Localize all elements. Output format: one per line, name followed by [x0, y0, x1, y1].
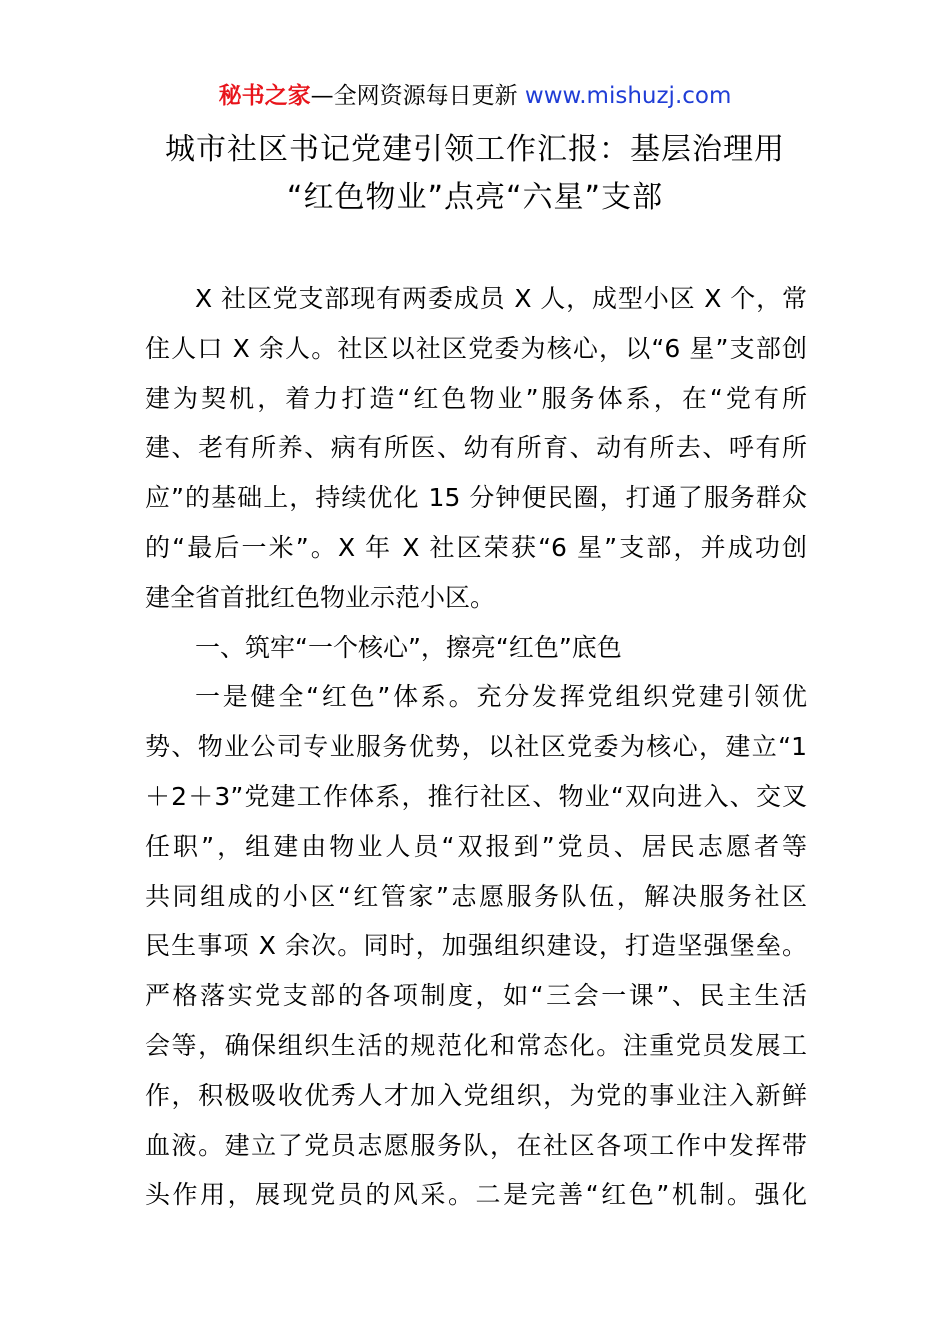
paragraph-3-line: 严格落实党支部的各项制度，如“三会一课”、民主生活 [145, 981, 807, 1011]
site-brand: 秘书之家 [218, 83, 311, 109]
paragraph-3-line: 任职”，组建由物业人员“双报到”党员、居民志愿者等 [145, 831, 807, 861]
paragraph-1-line: 住人口 X 余人。社区以社区党委为核心，以“6 星”支部创 [145, 333, 807, 363]
paragraph-1-line: 建全省首批红色物业示范小区。 [145, 582, 496, 612]
paragraph-3-line: 血液。建立了党员志愿服务队，在社区各项工作中发挥带 [145, 1130, 807, 1160]
paragraph-1-line: 建、老有所养、病有所医、幼有所育、动有所去、呼有所 [145, 433, 807, 463]
paragraph-3-line: 作，积极吸收优秀人才加入党组织，为党的事业注入新鲜 [145, 1080, 807, 1110]
paragraph-1-line: 建为契机，着力打造“红色物业”服务体系，在“党有所 [145, 383, 807, 413]
paragraph-3-line: 共同组成的小区“红管家”志愿服务队伍，解决服务社区 [145, 881, 807, 911]
title-line-1: 城市社区书记党建引领工作汇报：基层治理用 [165, 132, 785, 167]
site-header [0, 80, 950, 112]
paragraph-3-line: 民生事项 X 余次。同时，加强组织建设，打造坚强堡垒。 [145, 931, 807, 961]
paragraph-1-line: 应”的基础上，持续优化 15 分钟便民圈，打通了服务群众 [145, 483, 807, 513]
paragraph-3-line: 势、物业公司专业服务优势，以社区党委为核心，建立“1 [145, 732, 807, 762]
site-tagline: —全网资源每日更新 [310, 83, 525, 109]
paragraph-3-line: 一是健全“红色”体系。充分发挥党组织党建引领优 [195, 682, 807, 712]
paragraph-3-line: 会等，确保组织生活的规范化和常态化。注重党员发展工 [145, 1030, 807, 1060]
document-title [100, 126, 850, 222]
paragraph-3-line: ＋2＋3”党建工作体系，推行社区、物业“双向进入、交叉 [145, 781, 807, 811]
title-line-2: “红色物业”点亮“六星”支部 [286, 180, 664, 215]
paragraph-3-line: 头作用，展现党员的风采。二是完善“红色”机制。强化 [145, 1180, 807, 1210]
site-url[interactable]: www.mishuzj.com [524, 83, 732, 109]
paragraph-1-line: X 社区党支部现有两委成员 X 人，成型小区 X 个，常 [195, 284, 807, 313]
section-heading-1: 一、筑牢“一个核心”，擦亮“红色”底色 [195, 632, 622, 662]
document-body [145, 274, 807, 1220]
paragraph-1-line: 的“最后一米”。X 年 X 社区荣获“6 星”支部，并成功创 [145, 532, 807, 562]
